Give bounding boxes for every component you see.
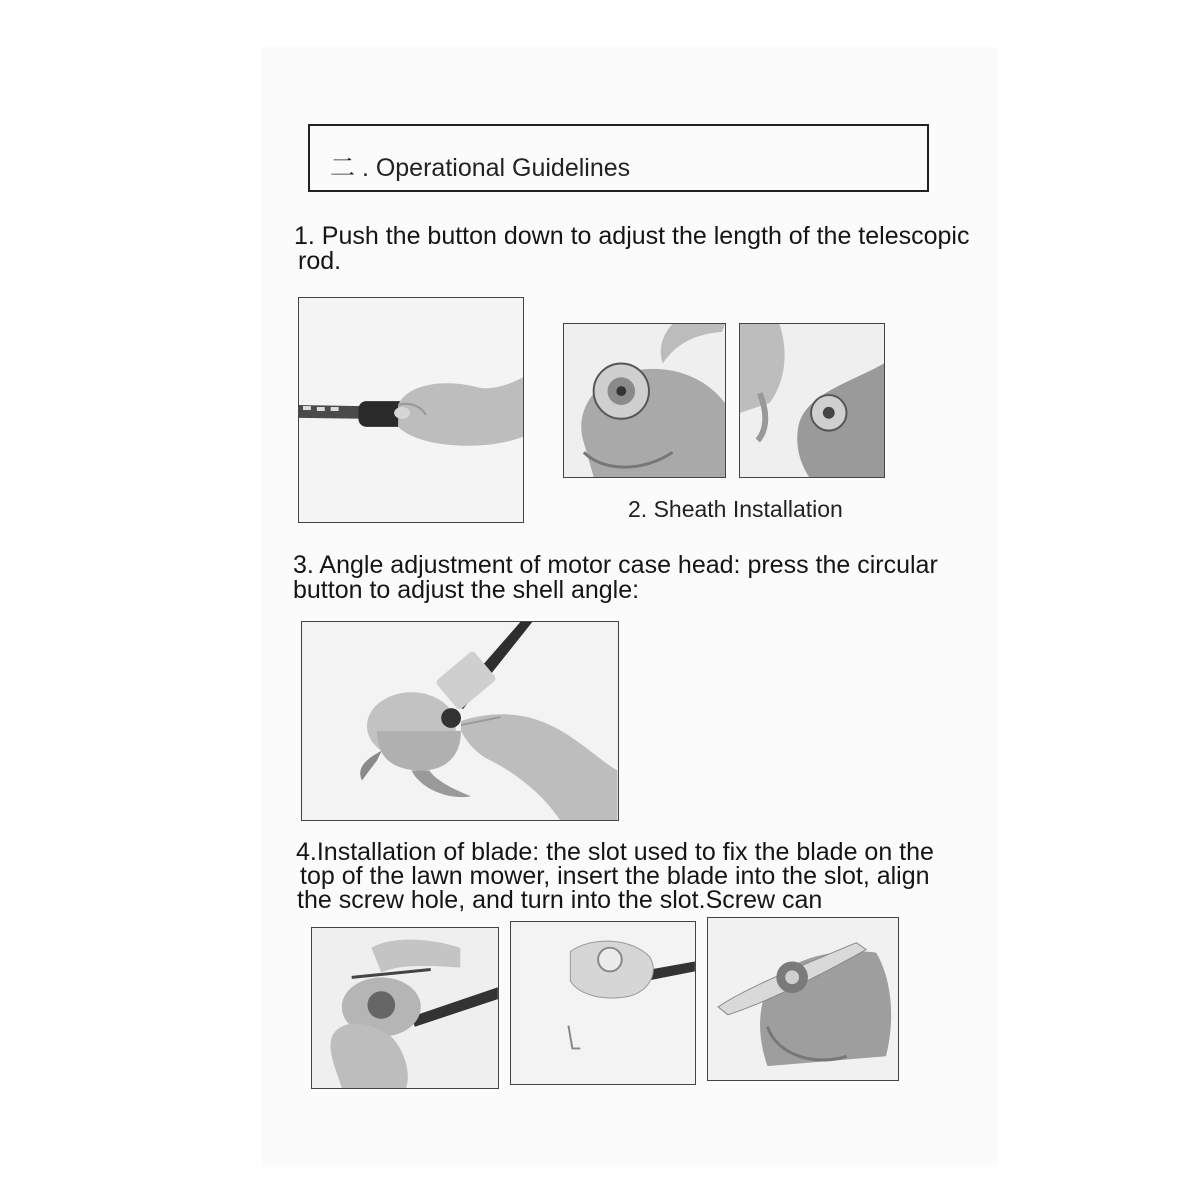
blade-fixing-illustration — [312, 928, 498, 1088]
blade-mounted-illustration — [708, 918, 898, 1080]
step4-text-line1: 4.Installation of blade: the slot used to fix the blade on the — [296, 838, 934, 866]
step1-text-line2: rod. — [298, 247, 342, 275]
step2-photo-b — [739, 323, 885, 478]
sheath-side-illustration — [740, 324, 884, 477]
step1-text-line1: 1. Push the button down to adjust the length of the telescopic — [294, 222, 970, 250]
step2-caption: 2. Sheath Installation — [628, 496, 843, 522]
step1-photo — [298, 297, 524, 523]
step4-photo-c — [707, 917, 899, 1081]
motor-head-top-illustration — [511, 922, 695, 1084]
step3-photo — [301, 621, 619, 821]
step4-text-line2: top of the lawn mower, insert the blade into the slot, align — [300, 862, 930, 890]
step4-photo-a — [311, 927, 499, 1089]
section-title: 二 . Operational Guidelines — [330, 154, 631, 182]
step3-text-line1: 3. Angle adjustment of motor case head: press the circular — [293, 551, 938, 579]
motor-head-angle-illustration — [302, 622, 618, 820]
step2-photo-a — [563, 323, 726, 478]
sheath-front-illustration — [564, 324, 725, 477]
step4-text-line3: the screw hole, and turn into the slot.Screw can — [297, 886, 823, 914]
step3-text-line2: button to adjust the shell angle: — [293, 576, 640, 604]
section-heading-box — [308, 124, 929, 192]
telescopic-rod-illustration — [299, 298, 523, 522]
step4-photo-b — [510, 921, 696, 1085]
